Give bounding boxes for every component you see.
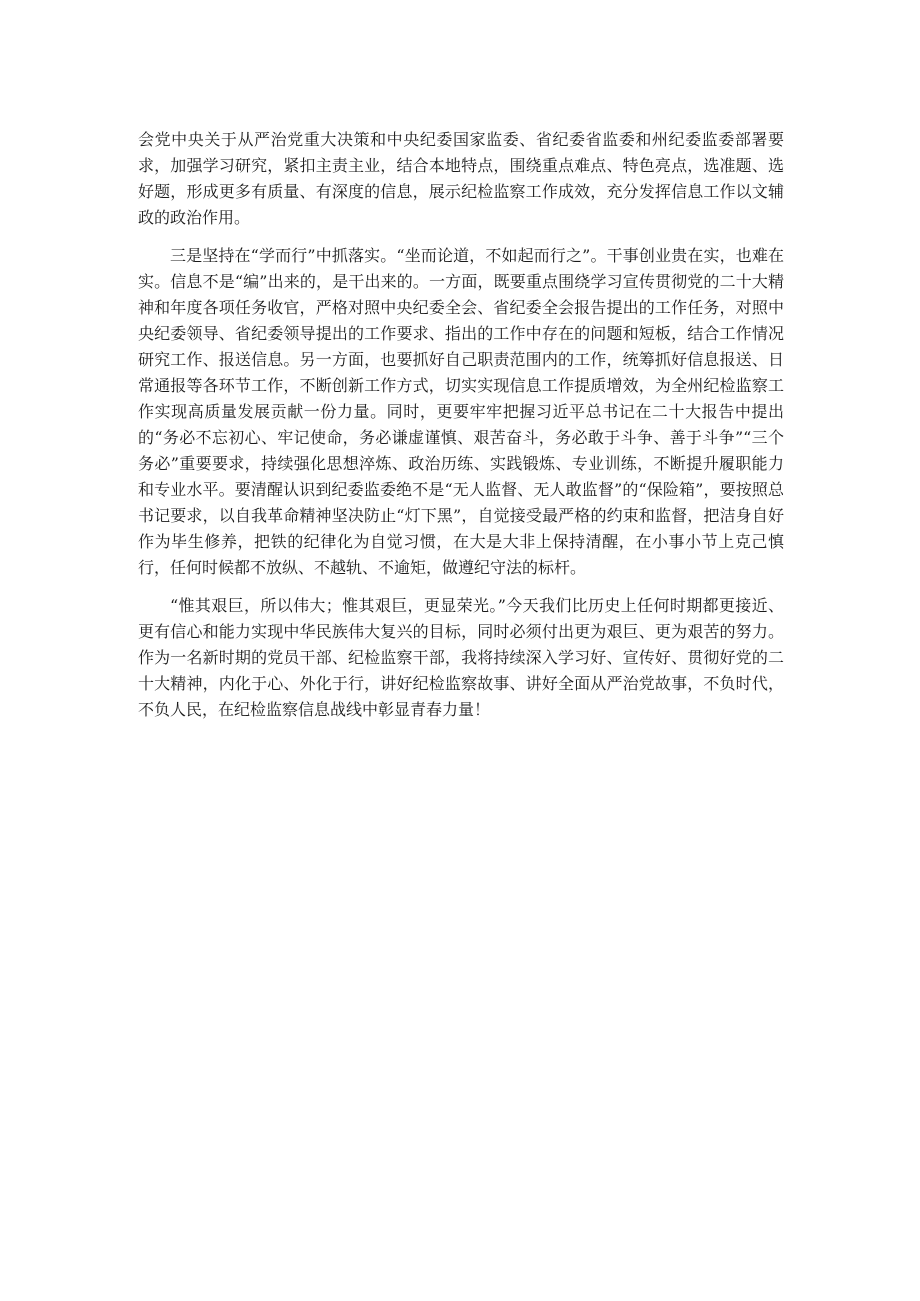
paragraph-3: “惟其艰巨，所以伟大；惟其艰巨，更显荣光。”今天我们比历史上任何时期都更接近、更有信心和能力实现中华民族伟大复兴的目标，同时必须付出更为艰巨、更为艰苦的努力。作为一名新时期的党员干部、纪检监察干部，我将持续深入学习好、宣传好、贯彻好党的二十大精神，内化于心、外化于行，讲好纪检监察故事、讲好全面从严治党故事，不负时代，不负人民，在纪检监察信息战线中彰显青春力量！ [138, 596, 784, 719]
paragraph-1-continuation: 会党中央关于从严治党重大决策和中央纪委国家监委、省纪委省监委和州纪委监委部署要求，加强学习研究，紧扣主责主业，结合本地特点，围绕重点难点、特色亮点，选准题、选好题，形成更多有质量、有深度的信息，展示纪检监察工作成效，充分发挥信息工作以文辅政的政治作用。 [138, 130, 784, 227]
paragraph-2: 三是坚持在“学而行”中抓落实。“坐而论道，不如起而行之”。干事创业贵在实，也难在实。信息不是“编”出来的，是干出来的。一方面，既要重点围绕学习宣传贯彻党的二十大精神和年度各项任务收官，严格对照中央纪委全会、省纪委全会报告提出的工作任务，对照中央纪委领导、省纪委领导提出的工作要求、指出的工作中存在的问题和短板，结合工作情况研究工作、报送信息。另一方面，也要抓好自己职责范围内的工作，统筹抓好信息报送、日常通报等各环节工作，不断创新工作方式，切实实现信息工作提质增效，为全州纪检监察工作实现高质量发展贡献一份力量。同时，更要牢牢把握习近平总书记在二十大报告中提出的“务必不忘初心、牢记使命，务必谦虚谨慎、艰苦奋斗，务必敢于斗争、善于斗争”“三个务必”重要要求，持续强化思想淬炼、政治历练、实践锻炼、专业训练，不断提升履职能力和专业水平。要清醒认识到纪委监委绝不是“无人监督、无人敢监督”的“保险箱”，要按照总书记要求，以自我革命精神坚决防止“灯下黑”，自觉接受最严格的约束和监督，把洁身自好作为毕生修养，把铁的纪律化为自觉习惯，在大是大非上保持清醒，在小事小节上克己慎行，任何时候都不放纵、不越轨、不逾矩，做遵纪守法的标杆。 [138, 246, 784, 577]
document-body [138, 127, 784, 735]
